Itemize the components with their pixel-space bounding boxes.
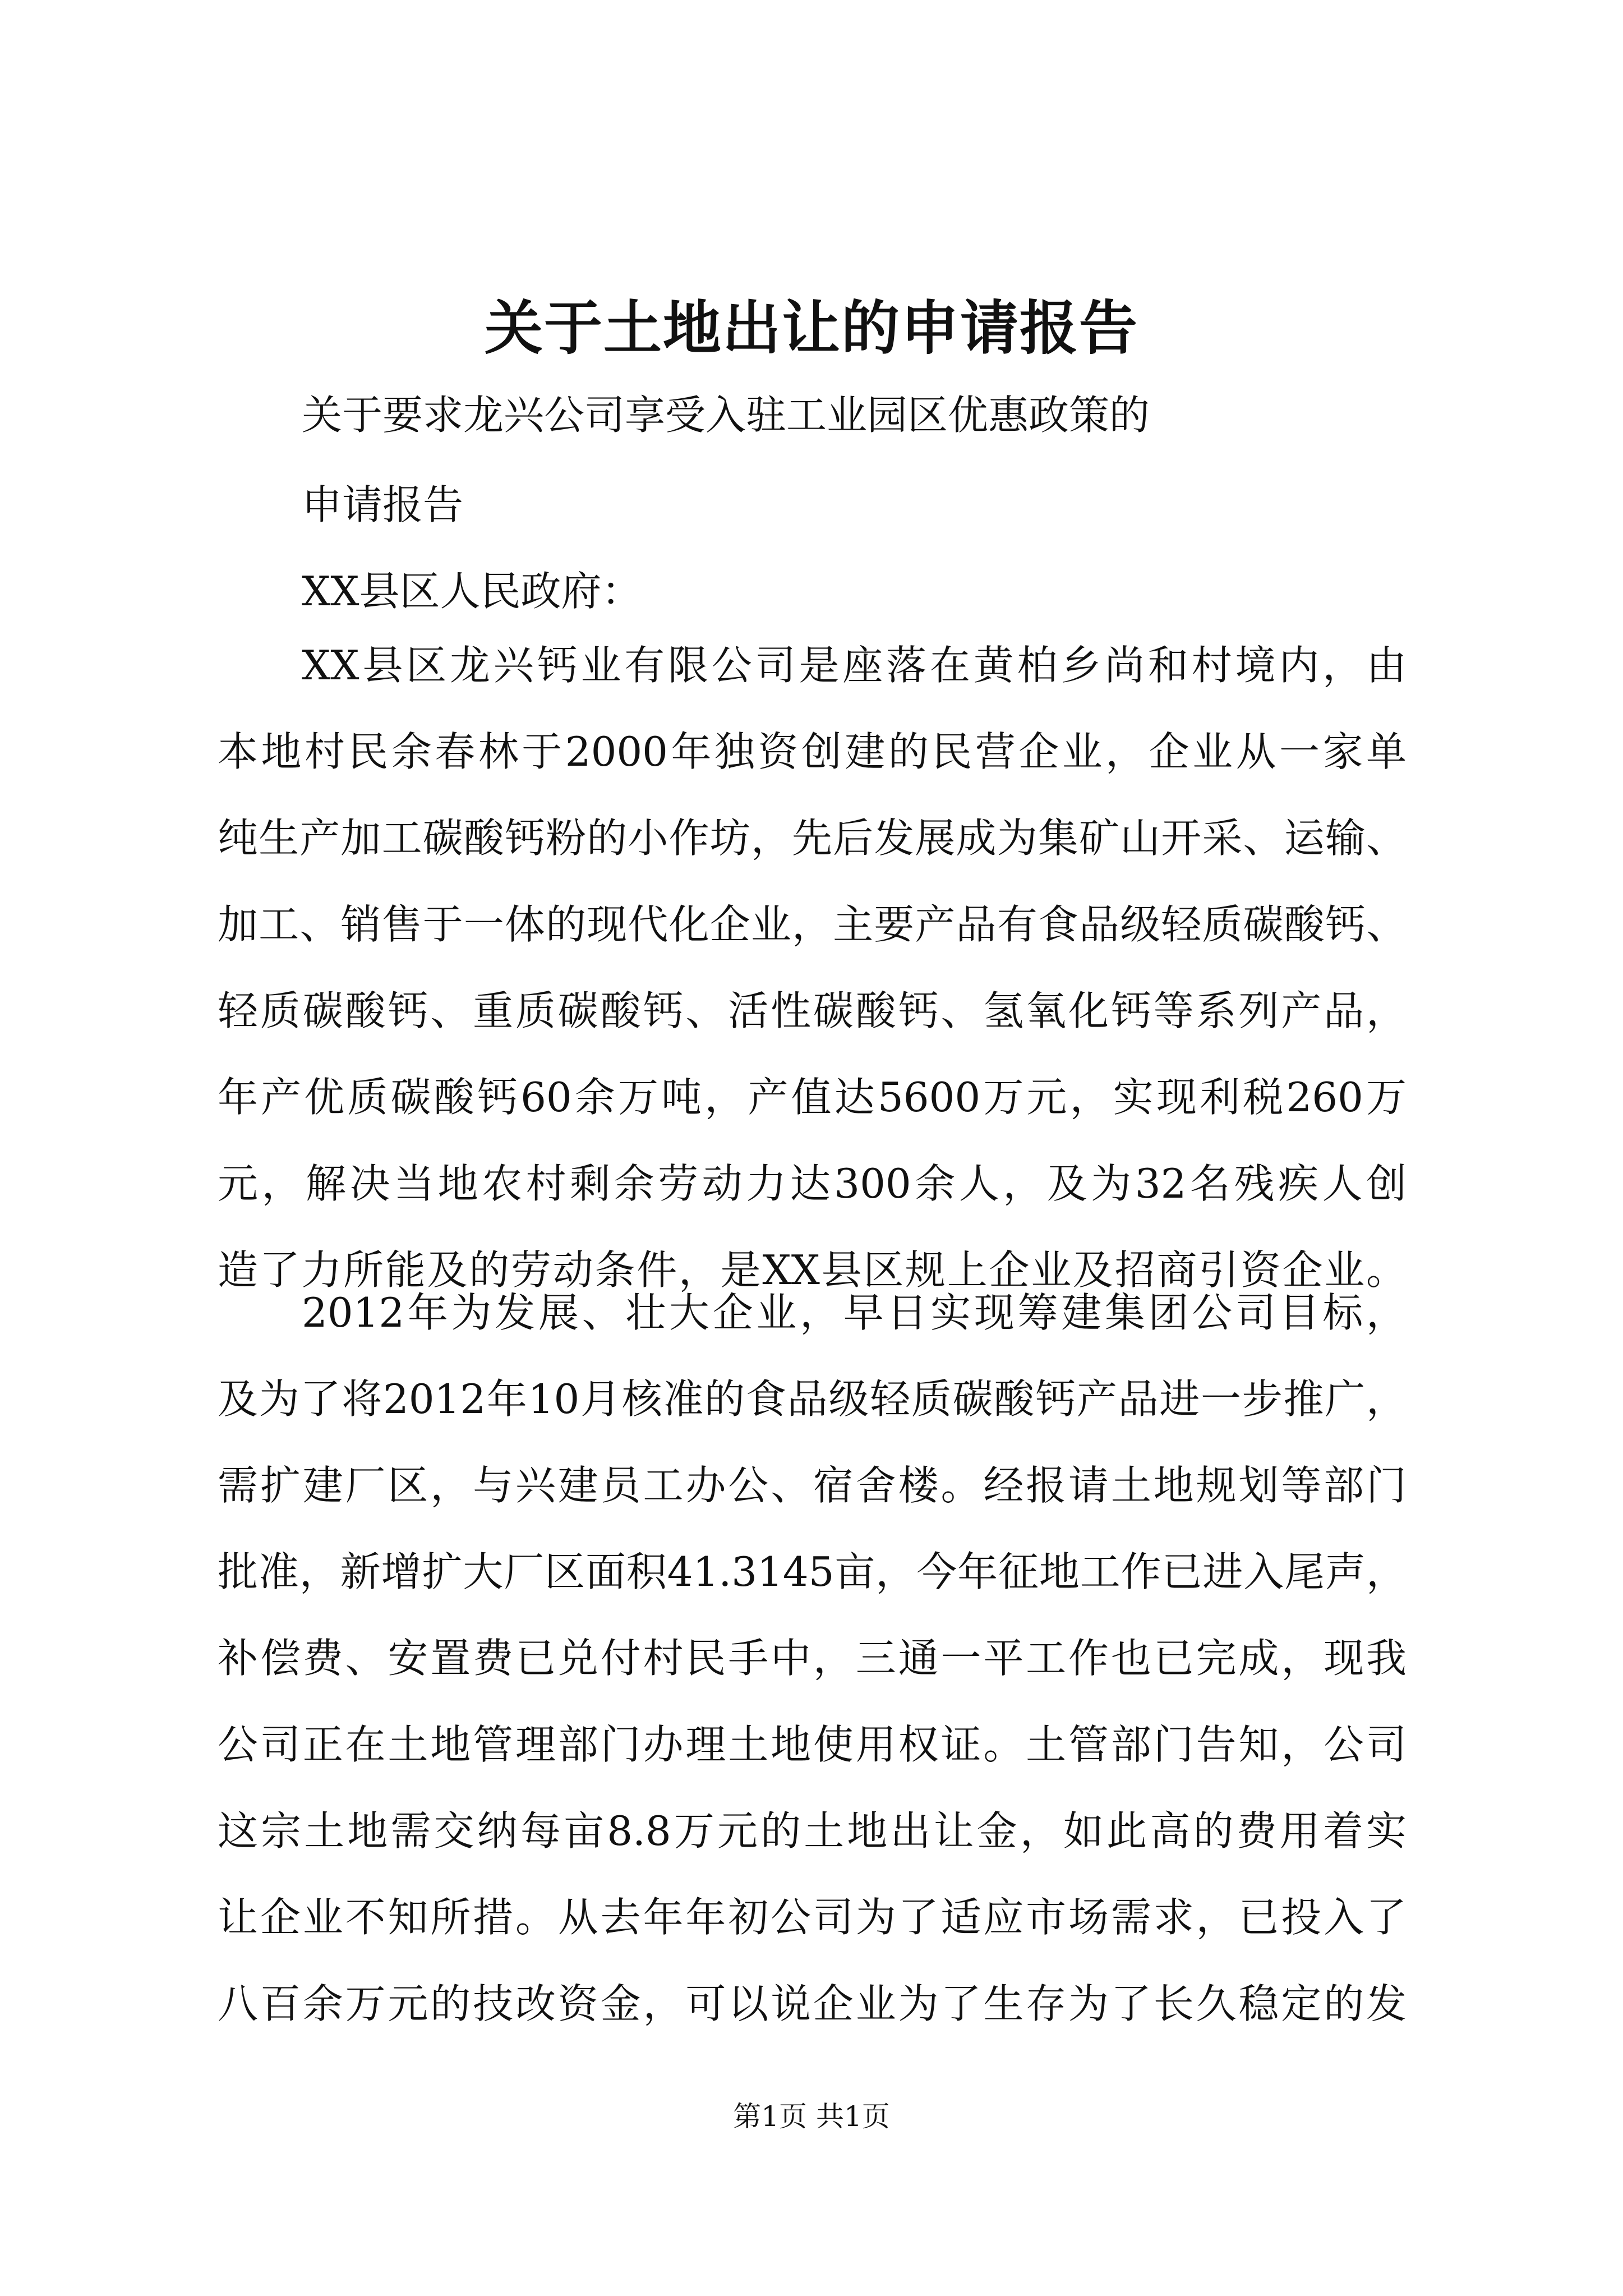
paragraph1-line: XX县区龙兴钙业有限公司是座落在黄柏乡尚和村境内，由 [302,642,1407,689]
salutation: XX县区人民政府： [302,568,642,615]
paragraph1-line: 本地村民余春林于2000年独资创建的民营企业，企业从一家单 [218,728,1407,775]
paragraph1-line: 加工、销售于一体的现代化企业，主要产品有食品级轻质碳酸钙、 [218,901,1407,948]
paragraph1-line: 元，解决当地农村剩余劳动力达300余人，及为32名残疾人创 [218,1160,1407,1207]
paragraph1-line: 轻质碳酸钙、重质碳酸钙、活性碳酸钙、氢氧化钙等系列产品， [218,987,1407,1034]
paragraph2-line: 八百余万元的技改资金，可以说企业为了生存为了长久稳定的发 [218,1980,1407,2027]
paragraph2-line: 让企业不知所措。从去年年初公司为了适应市场需求，已投入了 [218,1894,1407,1941]
subtitle-line-2: 申请报告 [302,481,464,528]
paragraph2-line: 2012年为发展、壮大企业，早日实现筹建集团公司目标， [302,1289,1407,1336]
paragraph2-line: 这宗土地需交纳每亩8.8万元的土地出让金，如此高的费用着实 [218,1807,1407,1855]
paragraph2-line: 公司正在土地管理部门办理土地使用权证。土管部门告知，公司 [218,1721,1407,1768]
paragraph1-line: 造了力所能及的劳动条件，是XX县区规上企业及招商引资企业。 [218,1246,1407,1294]
paragraph2-line: 批准，新增扩大厂区面积41.3145亩，今年征地工作已进入尾声， [218,1548,1407,1595]
paragraph2-line: 需扩建厂区，与兴建员工办公、宿舍楼。经报请土地规划等部门 [218,1462,1407,1509]
page-footer: 第1页 共1页 [733,2100,890,2133]
paragraph1-line: 纯生产加工碳酸钙粉的小作坊，先后发展成为集矿山开采、运输、 [218,815,1407,862]
paragraph2-line: 及为了将2012年10月核准的食品级轻质碳酸钙产品进一步推广， [218,1375,1407,1423]
subtitle-line-1: 关于要求龙兴公司享受入驻工业园区优惠政策的 [302,392,1150,439]
paragraph2-line: 补偿费、安置费已兑付村民手中，三通一平工作也已完成，现我 [218,1635,1407,1682]
document-title: 关于土地出让的申请报告 [484,293,1138,362]
paragraph1-line: 年产优质碳酸钙60余万吨，产值达5600万元，实现利税260万 [218,1074,1407,1121]
